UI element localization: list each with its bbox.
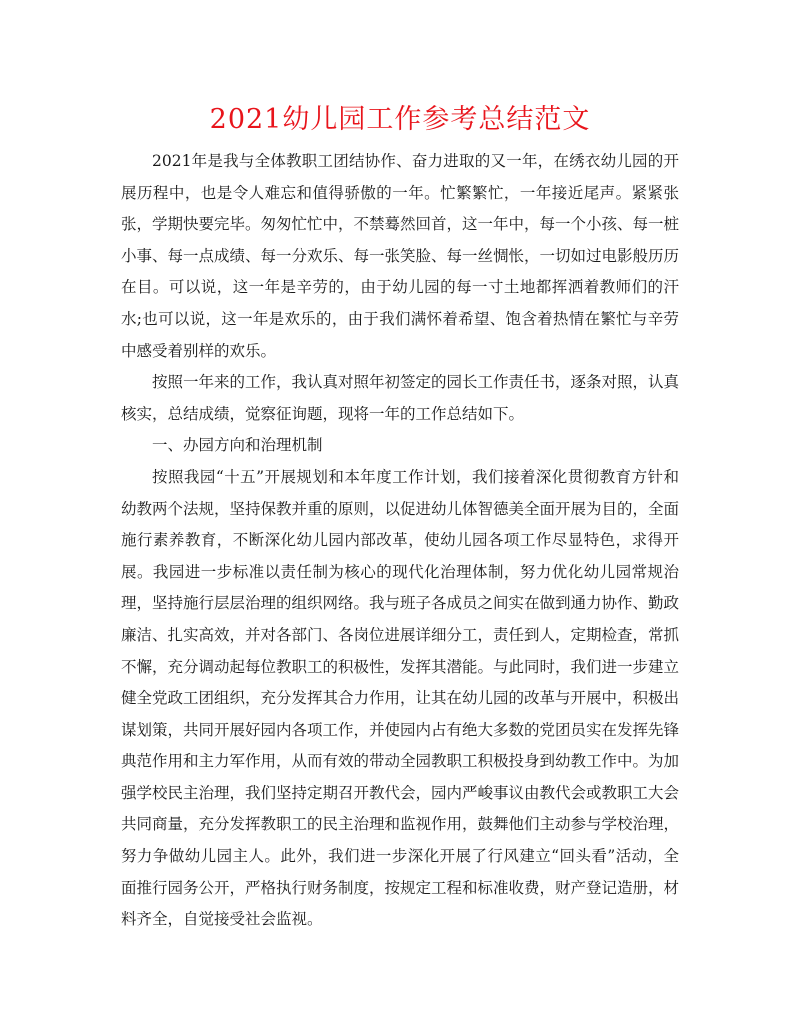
- section-heading: 一、办园方向和治理机制: [152, 436, 323, 455]
- document-title: 2021幼儿园工作参考总结范文: [209, 104, 591, 135]
- intro-paragraph: 2021年是我与全体教职工团结协作、奋力进取的又一年，在绣衣幼儿园的开展历程中，也是令人难忘和值得骄傲的一年。忙繁繁忙，一年接近尾声。紧紧张张，学期快要完毕。匆匆忙忙中，不禁蓦然回首，这一年中，每一个小孩、每一桩小事、每一点成绩、每一分欢乐、每一张笑脸、每一丝惆怅，一切如过电影般历历在目。可以说，这一年是辛劳的，由于幼儿园的每一寸土地都挥洒着教师们的汗水;也可以说，这一年是欢乐的，由于我们满怀着希望、饱含着热情在繁忙与辛劳中感受着别样的欢乐。: [121, 152, 680, 360]
- document-body: [121, 146, 679, 936]
- section-paragraph: 按照我园“十五”开展规划和本年度工作计划，我们接着深化贯彻教育方针和幼教两个法规，坚持保教并重的原则，以促进幼儿体智德美全面开展为目的，全面施行素养教育，不断深化幼儿园内部改革，使幼儿园各项工作尽显特色，求得开展。我园进一步标准以责任制为核心的现代化治理体制，努力优化幼儿园常规治理，坚持施行层层治理的组织网络。我与班子各成员之间实在做到通力协作、勤政廉洁、扎实高效，并对各部门、各岗位进展详细分工，责任到人，定期检查，常抓不懈，充分调动起每位教职工的积极性，发挥其潜能。与此同时，我们进一步建立健全党政工团组织，充分发挥其合力作用，让其在幼儿园的改革与开展中，积极出谋划策，共同开展好园内各项工作，并使园内占有绝大多数的党团员实在发挥先锋典范作用和主力军作用，从而有效的带动全园教职工积极投身到幼教工作中。为加强学校民主治理，我们坚持定期召开教代会，园内严峻事议由教代会或教职工大会共同商量，充分发挥教职工的民主治理和监视作用，鼓舞他们主动参与学校治理，努力争做幼儿园主人。此外，我们进一步深化开展了行风建立“回头看”活动，全面推行园务公开，严格执行财务制度，按规定工程和标准收费，财产登记造册，材料齐全，自觉接受社会监视。: [121, 467, 680, 929]
- summary-paragraph: 按照一年来的工作，我认真对照年初签定的园长工作责任书，逐条对照，认真核实，总结成绩，觉察征询题，现将一年的工作总结如下。: [121, 373, 680, 423]
